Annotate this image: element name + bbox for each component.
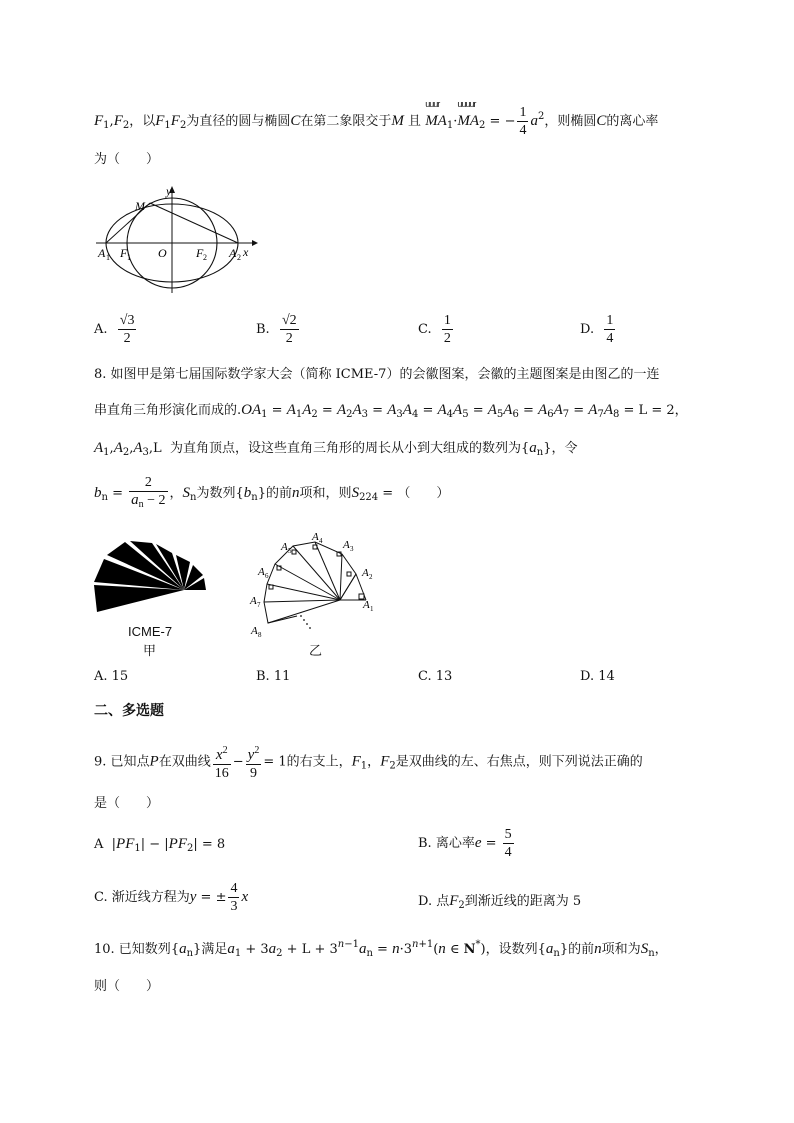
- svg-text:8: 8: [258, 631, 262, 639]
- label-a3: A: [343, 539, 350, 551]
- q8-option-c[interactable]: C. 13: [418, 669, 453, 684]
- svg-text:6: 6: [265, 572, 269, 580]
- q10-line2: 则（ ）: [94, 979, 160, 994]
- q8-line4: $b_n$ = $\frac{2}{a_n - 2}$ ，$S_n$为数列$\{b_n\}$的前n项和，则$S_{224}$ = （ ）: [94, 475, 450, 510]
- svg-text:1: 1: [370, 605, 374, 613]
- spiral-figure: [245, 528, 385, 640]
- q9-line2: 是（ ）: [94, 796, 160, 811]
- icme-emblem-figure: [94, 540, 208, 618]
- caption-icme: ICME-7: [128, 624, 173, 639]
- q10-line1: 10. 已知数列$\{a_n\}$满足$a_1 + 3a_2 + L + 3^{n-1}a_n = n\cdot 3^{n+1}(n$ ∈ N*)，设数列$\{a_n\}$的前n项和为$S_n$，: [94, 939, 668, 959]
- q7-option-c[interactable]: C. $\frac{1}{2}$: [418, 313, 451, 346]
- q8-option-a[interactable]: A. 15: [94, 669, 129, 684]
- q8-line3: $A_1,A_2,A_3,L$ 为直角顶点，设这些直角三角形的周长从小到大组成的数列为$\{a_n\}$，令: [94, 440, 578, 458]
- label-f1: F: [120, 246, 128, 260]
- q8-line2: 串直角三角形演化而成的$.OA_1 = A_1A_2 = A_2A_3 = A_3A_4 = A_4A_5 = A_5A_6 = A_6A_7 = A_7A_8 = L = 2$，: [94, 402, 688, 420]
- svg-text:2: 2: [237, 253, 241, 262]
- svg-text:2: 2: [203, 253, 207, 262]
- q9-line1: 9. 已知点P在双曲线 $\frac{x^2}{16}$ − $\frac{y^2}{9}$ = 1的右支上，$F_1$，$F_2$是双曲线的左、右焦点，则下列说法正确的: [94, 742, 643, 782]
- label-a7: A: [250, 595, 257, 607]
- label-o: O: [158, 246, 167, 260]
- label-y: y: [166, 184, 172, 198]
- label-a1: A: [363, 599, 370, 611]
- segment-ma2: [150, 203, 238, 243]
- svg-text:7: 7: [257, 601, 261, 609]
- q7-ellipse-figure: [92, 183, 262, 298]
- caption-yi: 乙: [309, 644, 323, 659]
- q7-option-d[interactable]: D. $\frac{1}{4}$: [580, 313, 614, 346]
- right-angle-mark: [347, 572, 351, 576]
- label-a1: A: [98, 246, 106, 260]
- q9-option-b[interactable]: B. 离心率e = $\frac{5}{4}$: [418, 827, 512, 860]
- label-a2: A: [229, 246, 237, 260]
- q8-option-d[interactable]: D. 14: [580, 669, 615, 684]
- q8-option-b[interactable]: B. 11: [256, 669, 291, 684]
- label-a4: A: [312, 531, 319, 543]
- q7-option-b[interactable]: B. $\frac{√2}{2}$: [256, 313, 297, 346]
- svg-text:1: 1: [106, 253, 110, 262]
- section-title: 二、多选题: [94, 703, 164, 719]
- label-x: x: [243, 245, 249, 259]
- q7-line1: $F_1,F_2$，以$F_1F_2$为直径的圆与椭圆C在第二象限交于M 且 uuur $MA_1\cdot$ uuuur $MA_2$ = − $\frac{1}{4}$ $a^2$，则椭圆C的离心率: [94, 99, 659, 138]
- q8-line1: 8. 如图甲是第七届国际数学家大会（简称 ICME-7）的会徽图案，会徽的主题图案是由图乙的一连: [94, 367, 660, 382]
- q7-line2: 为（ ）: [94, 152, 160, 167]
- svg-text:3: 3: [350, 545, 354, 553]
- svg-text:1: 1: [127, 253, 131, 262]
- svg-text:4: 4: [319, 537, 323, 545]
- right-angle-mark: [292, 550, 296, 554]
- caption-jia: 甲: [143, 644, 157, 659]
- svg-text:5: 5: [288, 547, 292, 555]
- label-a2: A: [362, 567, 369, 579]
- q9-option-d[interactable]: D. 点$F_2$到渐近线的距离为 5: [418, 893, 582, 911]
- q9-option-a[interactable]: A $|PF_1| - |PF_2| = 8$: [94, 836, 226, 854]
- label-a6: A: [258, 566, 265, 578]
- label-m: M: [135, 199, 145, 213]
- svg-text:2: 2: [369, 573, 373, 581]
- label-f2: F: [196, 246, 204, 260]
- q7-option-a[interactable]: A. $\frac{√3}{2}$: [94, 313, 135, 346]
- label-a5: A: [281, 541, 288, 553]
- q9-option-c[interactable]: C. 渐近线方程为y = ± $\frac{4}{3}$ x: [94, 881, 249, 914]
- label-a8: A: [251, 625, 258, 637]
- emblem-wedge: [94, 585, 184, 612]
- x-axis-arrow: [252, 240, 258, 246]
